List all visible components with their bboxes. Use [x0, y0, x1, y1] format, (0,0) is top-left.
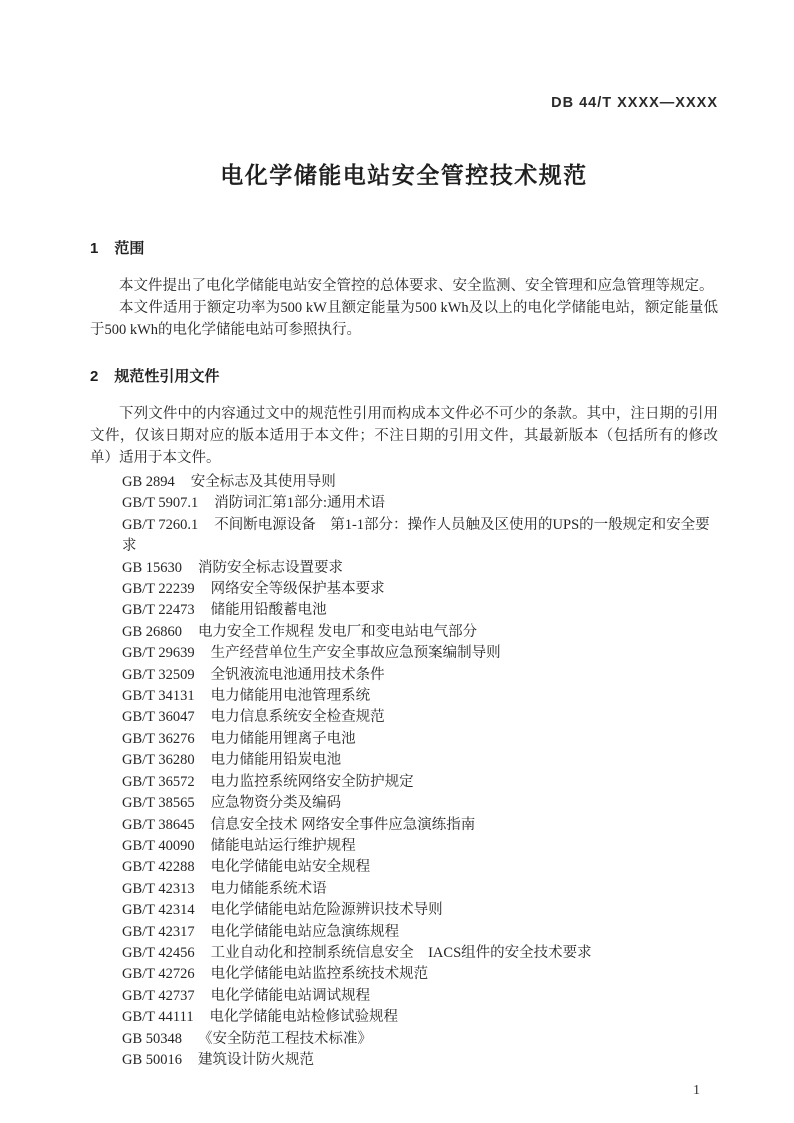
reference-title: 不间断电源设备 第1-1部分：操作人员触及区使用的UPS的一般规定和安全要求: [122, 516, 710, 555]
reference-title: 储能电站运行维护规程: [210, 837, 356, 854]
section-2-number: 2: [90, 368, 99, 385]
reference-code: GB/T 42317: [122, 923, 195, 940]
reference-code: GB/T 32509: [122, 666, 195, 683]
reference-item: [122, 1050, 718, 1071]
reference-code: GB/T 36276: [122, 730, 195, 747]
reference-title: 储能用铅酸蓄电池: [210, 602, 327, 619]
reference-code: GB/T 40090: [122, 837, 195, 854]
section-1-heading: [90, 239, 718, 259]
references-list: [90, 472, 718, 1071]
reference-title: 电力信息系统安全检查规范: [210, 709, 385, 726]
reference-code: GB/T 42313: [122, 880, 195, 897]
reference-title: 消防词汇第1部分:通用术语: [214, 495, 385, 512]
reference-code: GB 15630: [122, 559, 183, 576]
reference-item: [122, 986, 718, 1007]
reference-code: GB/T 42314: [122, 902, 195, 919]
reference-title: 电力储能用铅炭电池: [210, 752, 342, 769]
reference-title: 消防安全标志设置要求: [197, 559, 343, 576]
reference-item: [122, 879, 718, 900]
reference-title: 电力储能用电池管理系统: [210, 688, 371, 705]
paragraph: 下列文件中的内容通过文中的规范性引用而构成本文件必不可少的条款。其中，注日期的引用文件，仅该日期对应的版本适用于本文件；不注日期的引用文件，其最新版本（包括所有的修改单）适用于本文件。: [90, 406, 718, 466]
reference-item: [122, 515, 718, 558]
reference-code: GB/T 34131: [122, 688, 195, 705]
reference-title: 电力监控系统网络安全防护规定: [210, 773, 414, 790]
reference-item: [122, 922, 718, 943]
reference-code: GB/T 5907.1: [122, 495, 199, 512]
reference-title: 电化学储能电站应急演练规程: [210, 923, 400, 940]
reference-item: [122, 943, 718, 964]
page-header: [90, 96, 718, 111]
reference-code: GB/T 38565: [122, 795, 195, 812]
reference-code: GB/T 7260.1: [122, 516, 199, 533]
reference-code: GB 50348: [122, 1030, 183, 1047]
section-1-number: 1: [90, 240, 99, 257]
reference-code: GB/T 42726: [122, 966, 195, 983]
reference-item: [122, 558, 718, 579]
section-2-title: 规范性引用文件: [114, 368, 220, 385]
reference-code: GB/T 38645: [122, 816, 195, 833]
document-title: 电化学储能电站安全管控技术规范: [220, 162, 588, 188]
reference-item: [122, 900, 718, 921]
doc-number: DB 44/T XXXX—XXXX: [551, 95, 718, 111]
reference-title: 电化学储能电站调试规程: [210, 987, 371, 1004]
reference-code: GB/T 44111: [122, 1009, 194, 1026]
reference-code: GB/T 36572: [122, 773, 195, 790]
reference-item: [122, 622, 718, 643]
reference-title: 电化学储能电站监控系统技术规范: [210, 966, 429, 983]
reference-title: 网络安全等级保护基本要求: [210, 581, 385, 598]
reference-item: [122, 493, 718, 514]
reference-code: GB/T 29639: [122, 645, 195, 662]
reference-item: [122, 665, 718, 686]
reference-item: [122, 793, 718, 814]
reference-code: GB/T 22239: [122, 581, 195, 598]
page-number: 1: [693, 1083, 700, 1099]
reference-code: GB/T 22473: [122, 602, 195, 619]
reference-title: 《安全防范工程技术标准》: [197, 1030, 372, 1047]
reference-title: 信息安全技术 网络安全事件应急演练指南: [210, 816, 476, 833]
reference-item: [122, 472, 718, 493]
reference-code: GB/T 36280: [122, 752, 195, 769]
section-normative-references: [90, 367, 718, 1071]
reference-item: [122, 729, 718, 750]
reference-item: [122, 643, 718, 664]
reference-code: GB 26860: [122, 623, 183, 640]
paragraph: 本文件提出了电化学储能电站安全管控的总体要求、安全监测、安全管理和应急管理等规定。: [119, 278, 714, 294]
reference-item: [122, 964, 718, 985]
reference-item: [122, 857, 718, 878]
reference-title: 电化学储能电站危险源辨识技术导则: [210, 902, 443, 919]
reference-code: GB/T 36047: [122, 709, 195, 726]
reference-item: [122, 815, 718, 836]
section-1-title: 范围: [114, 240, 145, 257]
reference-code: GB/T 42288: [122, 859, 195, 876]
reference-title: 电力储能用锂离子电池: [210, 730, 356, 747]
reference-item: [122, 707, 718, 728]
paragraph: 本文件适用于额定功率为500 kW且额定能量为500 kWh及以上的电化学储能电站，额定能量低于500 kWh的电化学储能电站可参照执行。: [90, 300, 718, 338]
reference-item: [122, 1029, 718, 1050]
reference-item: [122, 772, 718, 793]
reference-title: 应急物资分类及编码: [210, 795, 342, 812]
section-2-heading: [90, 367, 718, 387]
reference-code: GB 50016: [122, 1051, 183, 1068]
reference-code: GB/T 42737: [122, 987, 195, 1004]
reference-item: [122, 579, 718, 600]
reference-item: [122, 1007, 718, 1028]
reference-item: [122, 686, 718, 707]
reference-code: GB 2894: [122, 474, 175, 490]
section-scope: [90, 239, 718, 341]
reference-title: 安全标志及其使用导则: [190, 474, 336, 490]
reference-title: 建筑设计防火规范: [197, 1051, 314, 1068]
reference-title: 电化学储能电站检修试验规程: [209, 1009, 399, 1026]
reference-title: 电力储能系统术语: [210, 880, 327, 897]
reference-item: [122, 836, 718, 857]
reference-title: 工业自动化和控制系统信息安全 IACS组件的安全技术要求: [210, 944, 592, 961]
reference-item: [122, 600, 718, 621]
reference-item: [122, 750, 718, 771]
reference-code: GB/T 42456: [122, 944, 195, 961]
reference-title: 电力安全工作规程 发电厂和变电站电气部分: [197, 623, 478, 640]
reference-title: 全钒液流电池通用技术条件: [210, 666, 385, 683]
reference-title: 电化学储能电站安全规程: [210, 859, 371, 876]
reference-title: 生产经营单位生产安全事故应急预案编制导则: [210, 645, 501, 662]
